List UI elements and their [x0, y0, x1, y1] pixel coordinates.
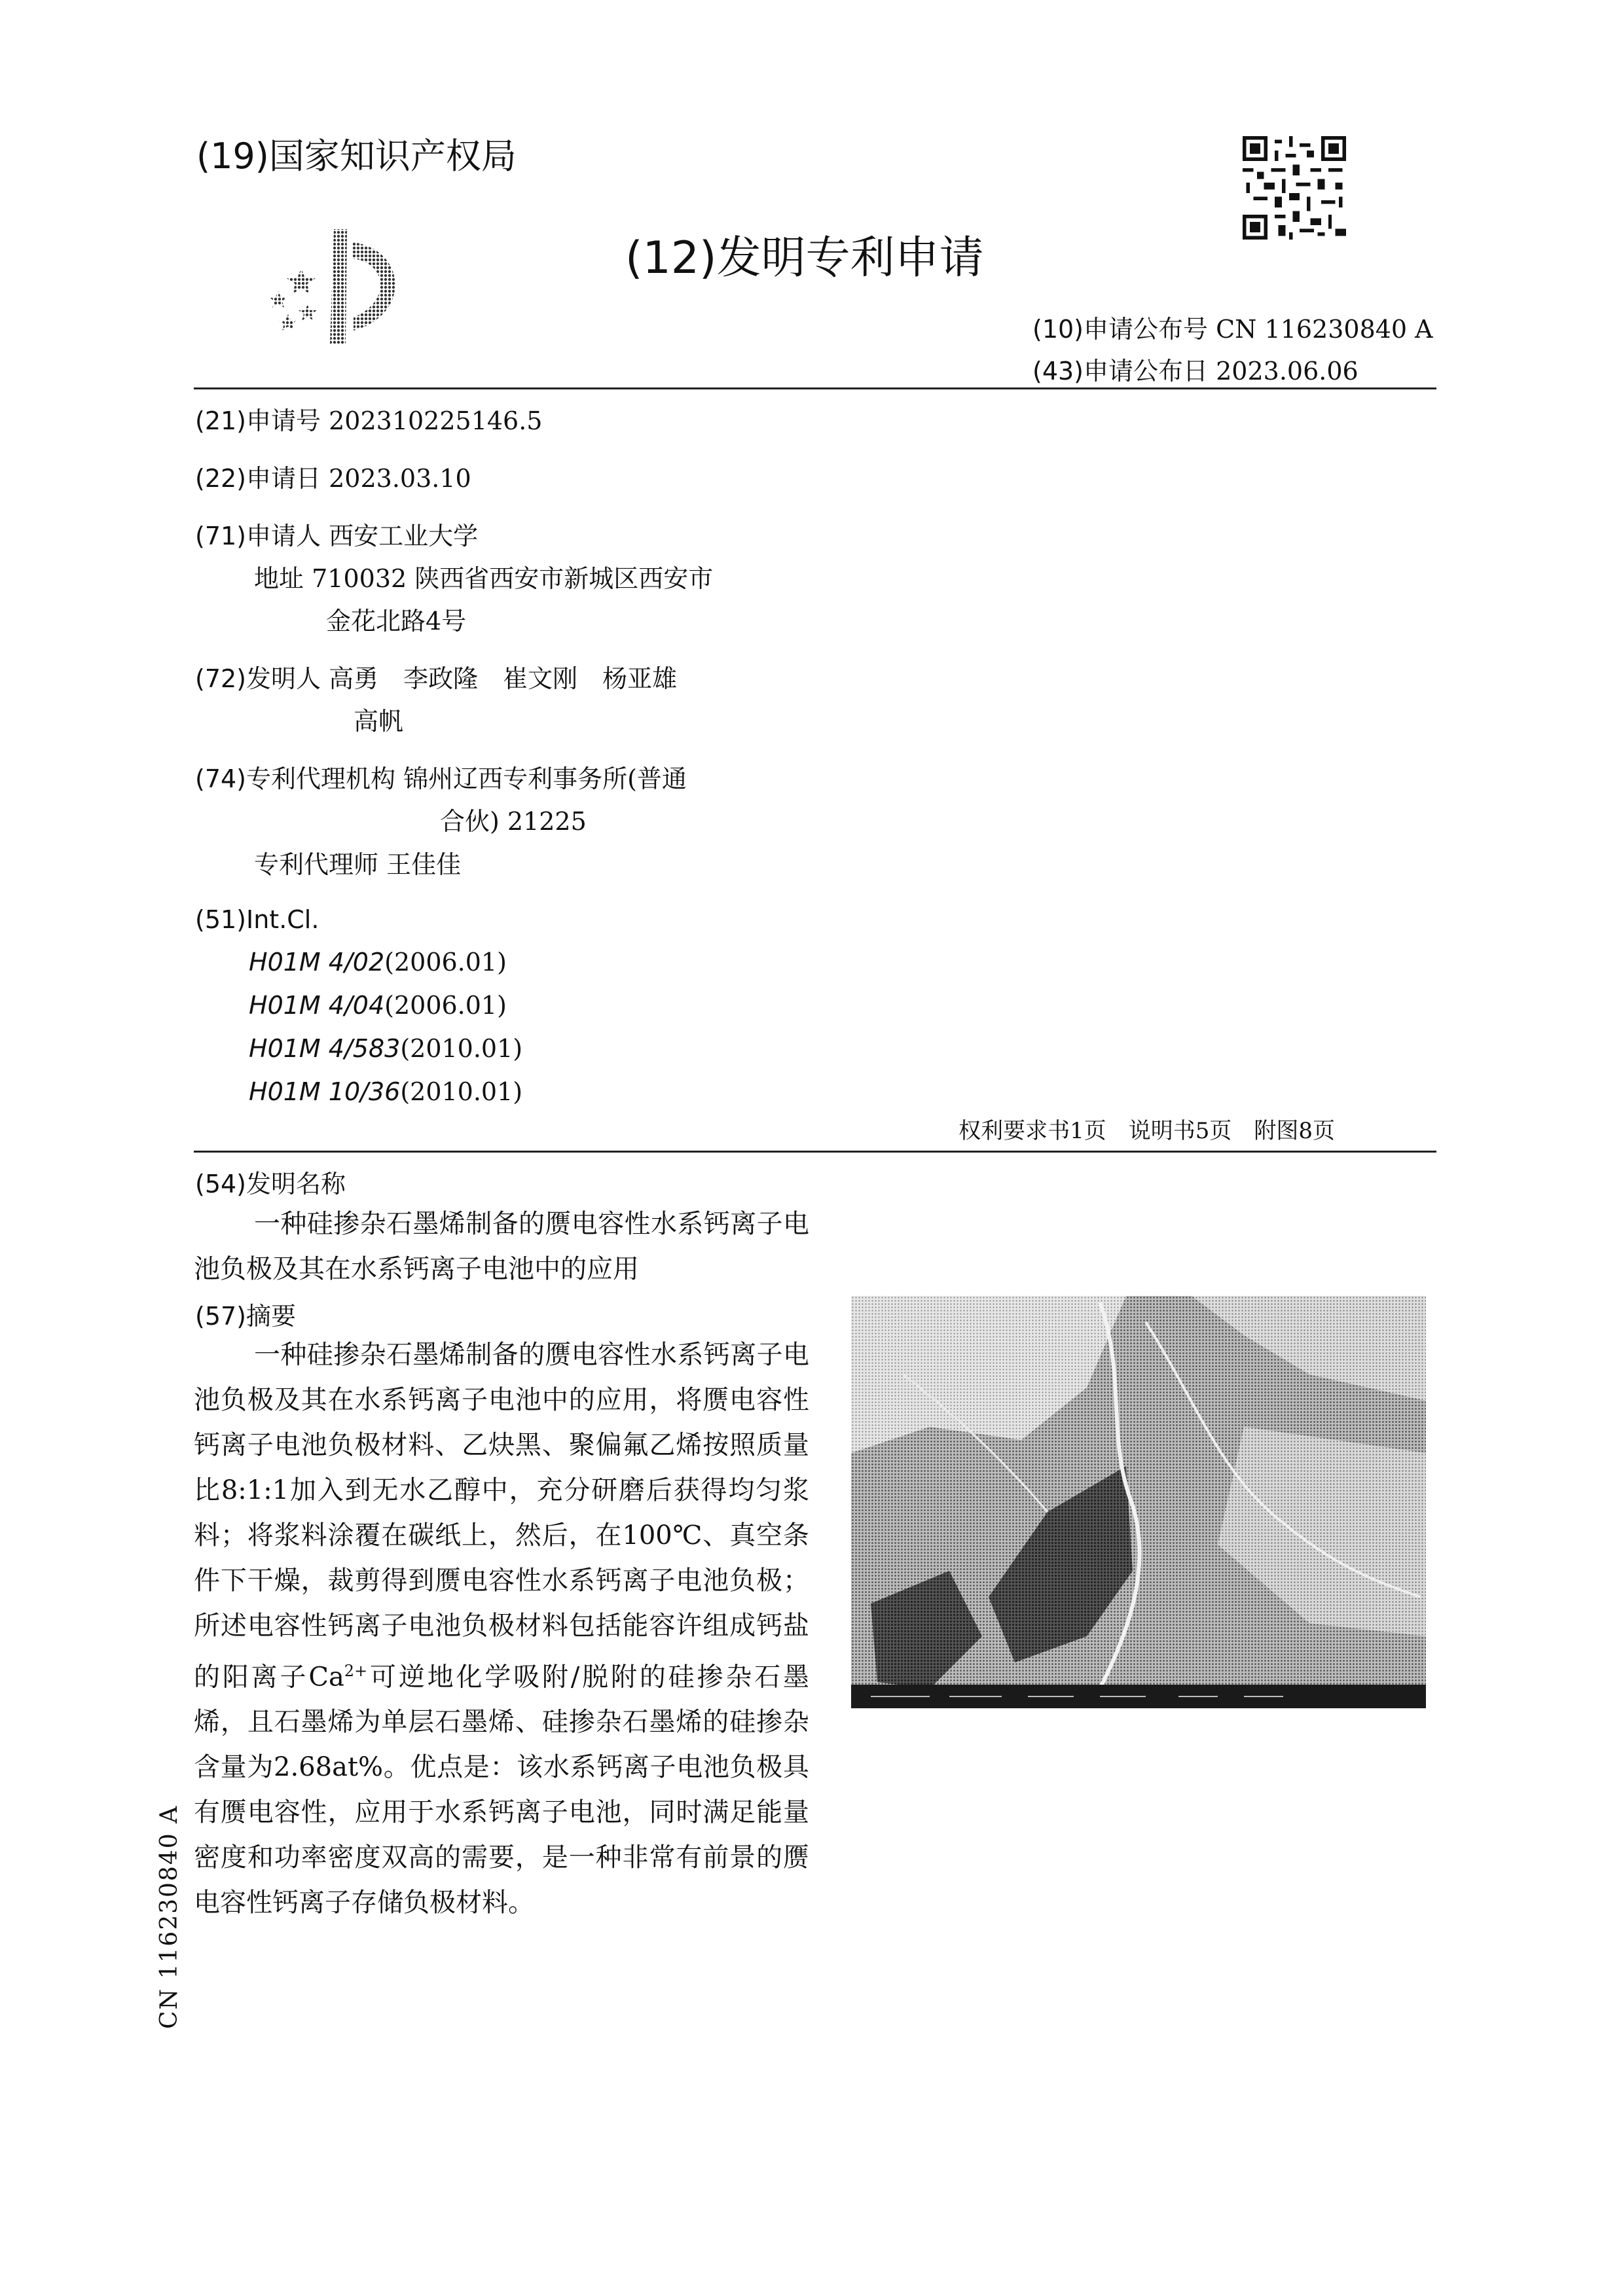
abstract-label: (57)摘要 — [195, 1302, 297, 1331]
int-cl-item — [249, 1034, 522, 1063]
office-name: (19)国家知识产权局 — [196, 135, 517, 177]
publication-number — [1032, 309, 1433, 345]
patent-agent — [254, 844, 461, 880]
inventors-line-2: 高帆 — [354, 707, 404, 736]
page-count: 权利要求书1页 说明书5页 附图8页 — [958, 1118, 1335, 1144]
patent-agency-line-1: 锦州辽西专利事务所(普通 — [403, 764, 687, 793]
application-date-value: 2023.03.10 — [329, 464, 471, 493]
publication-number-value: CN 116230840 A — [1216, 315, 1433, 344]
int-cl-version: (2010.01) — [400, 1034, 523, 1063]
document-kind: (12)发明专利申请 — [625, 232, 984, 284]
invention-title-text: 一种硅掺杂石墨烯制备的赝电容性水系钙离子电池负极及其在水系钙离子电池中的应用 — [194, 1209, 809, 1284]
publication-date-label: (43)申请公布日 — [1032, 357, 1209, 386]
patent-agency — [195, 759, 687, 795]
patent-agent-value: 王佳佳 — [386, 850, 462, 879]
int-cl-version: (2010.01) — [400, 1077, 523, 1106]
application-number — [195, 401, 543, 437]
application-number-value: 202310225146.5 — [329, 406, 543, 435]
header-divider — [194, 387, 1436, 389]
qr-code-icon — [1243, 136, 1346, 240]
address-line-1: 710032 陕西省西安市新城区西安市 — [312, 564, 714, 593]
side-publication-number: CN 116230840 A — [156, 1804, 183, 2029]
cnipa-logo-icon — [262, 223, 432, 347]
applicant-label: (71)申请人 — [195, 522, 321, 550]
publication-date — [1032, 351, 1359, 387]
int-cl-item — [249, 1077, 522, 1106]
int-cl-version: (2006.01) — [384, 991, 507, 1020]
patent-agency-label: (74)专利代理机构 — [195, 764, 396, 793]
abstract-text — [194, 1333, 809, 1926]
inventors-line-1: 高勇 李政隆 崔文刚 杨亚雄 — [329, 664, 678, 693]
applicant — [195, 516, 478, 552]
int-cl-code: H01M 4/02 — [249, 948, 385, 977]
address-line-2: 金花北路4号 — [326, 607, 467, 636]
int-cl-version: (2006.01) — [384, 948, 507, 977]
address — [254, 558, 713, 594]
publication-number-label: (10)申请公布号 — [1032, 315, 1209, 344]
invention-title — [194, 1202, 809, 1292]
application-date — [195, 458, 471, 494]
superscript: 2+ — [344, 1662, 368, 1680]
int-cl-label: (51)Int.Cl. — [195, 905, 319, 934]
int-cl-item — [249, 991, 507, 1020]
patent-agent-label: 专利代理师 — [254, 850, 379, 879]
abstract-text-part-2: 可逆地化学吸附/脱附的硅掺杂石墨烯，且石墨烯为单层石墨烯、硅掺杂石墨烯的硅掺杂含量为2.68at%。优点是：该水系钙离子电池负极具有赝电容性，应用于水系钙离子电池，同时满足能量密度和功率密度双高的需要，是一种非常有前景的赝电容性钙离子存储负极材料。 — [194, 1662, 810, 1918]
int-cl-code: H01M 10/36 — [249, 1077, 401, 1106]
abstract-body — [194, 1333, 809, 1926]
title-label: (54)发明名称 — [195, 1170, 346, 1198]
inventors-label: (72)发明人 — [195, 664, 321, 693]
int-cl-item — [249, 948, 507, 977]
int-cl-code: H01M 4/04 — [249, 991, 385, 1020]
application-date-label: (22)申请日 — [195, 464, 321, 493]
int-cl-code: H01M 4/583 — [249, 1034, 401, 1063]
inventors — [195, 658, 677, 694]
abstract-text-part-1: 一种硅掺杂石墨烯制备的赝电容性水系钙离子电池负极及其在水系钙离子电池中的应用，将赝电容性钙离子电池负极材料、乙炔黑、聚偏氟乙烯按照质量比8:1:1加入到无水乙醇中，充分研磨后获得均匀浆料；将浆料涂覆在碳纸上，然后，在100℃、真空条件下干燥，裁剪得到赝电容性水系钙离子电池负极；所述电容性钙离子电池负极材料包括能容许组成钙盐的阳离子Ca — [194, 1340, 809, 1693]
patent-agency-line-2: 合伙) 21225 — [440, 807, 587, 836]
sem-micrograph-image — [851, 1296, 1426, 1708]
section-divider — [194, 1151, 1436, 1153]
applicant-value: 西安工业大学 — [329, 522, 479, 550]
address-label: 地址 — [254, 564, 304, 593]
application-number-label: (21)申请号 — [195, 406, 321, 435]
publication-date-value: 2023.06.06 — [1216, 357, 1359, 386]
